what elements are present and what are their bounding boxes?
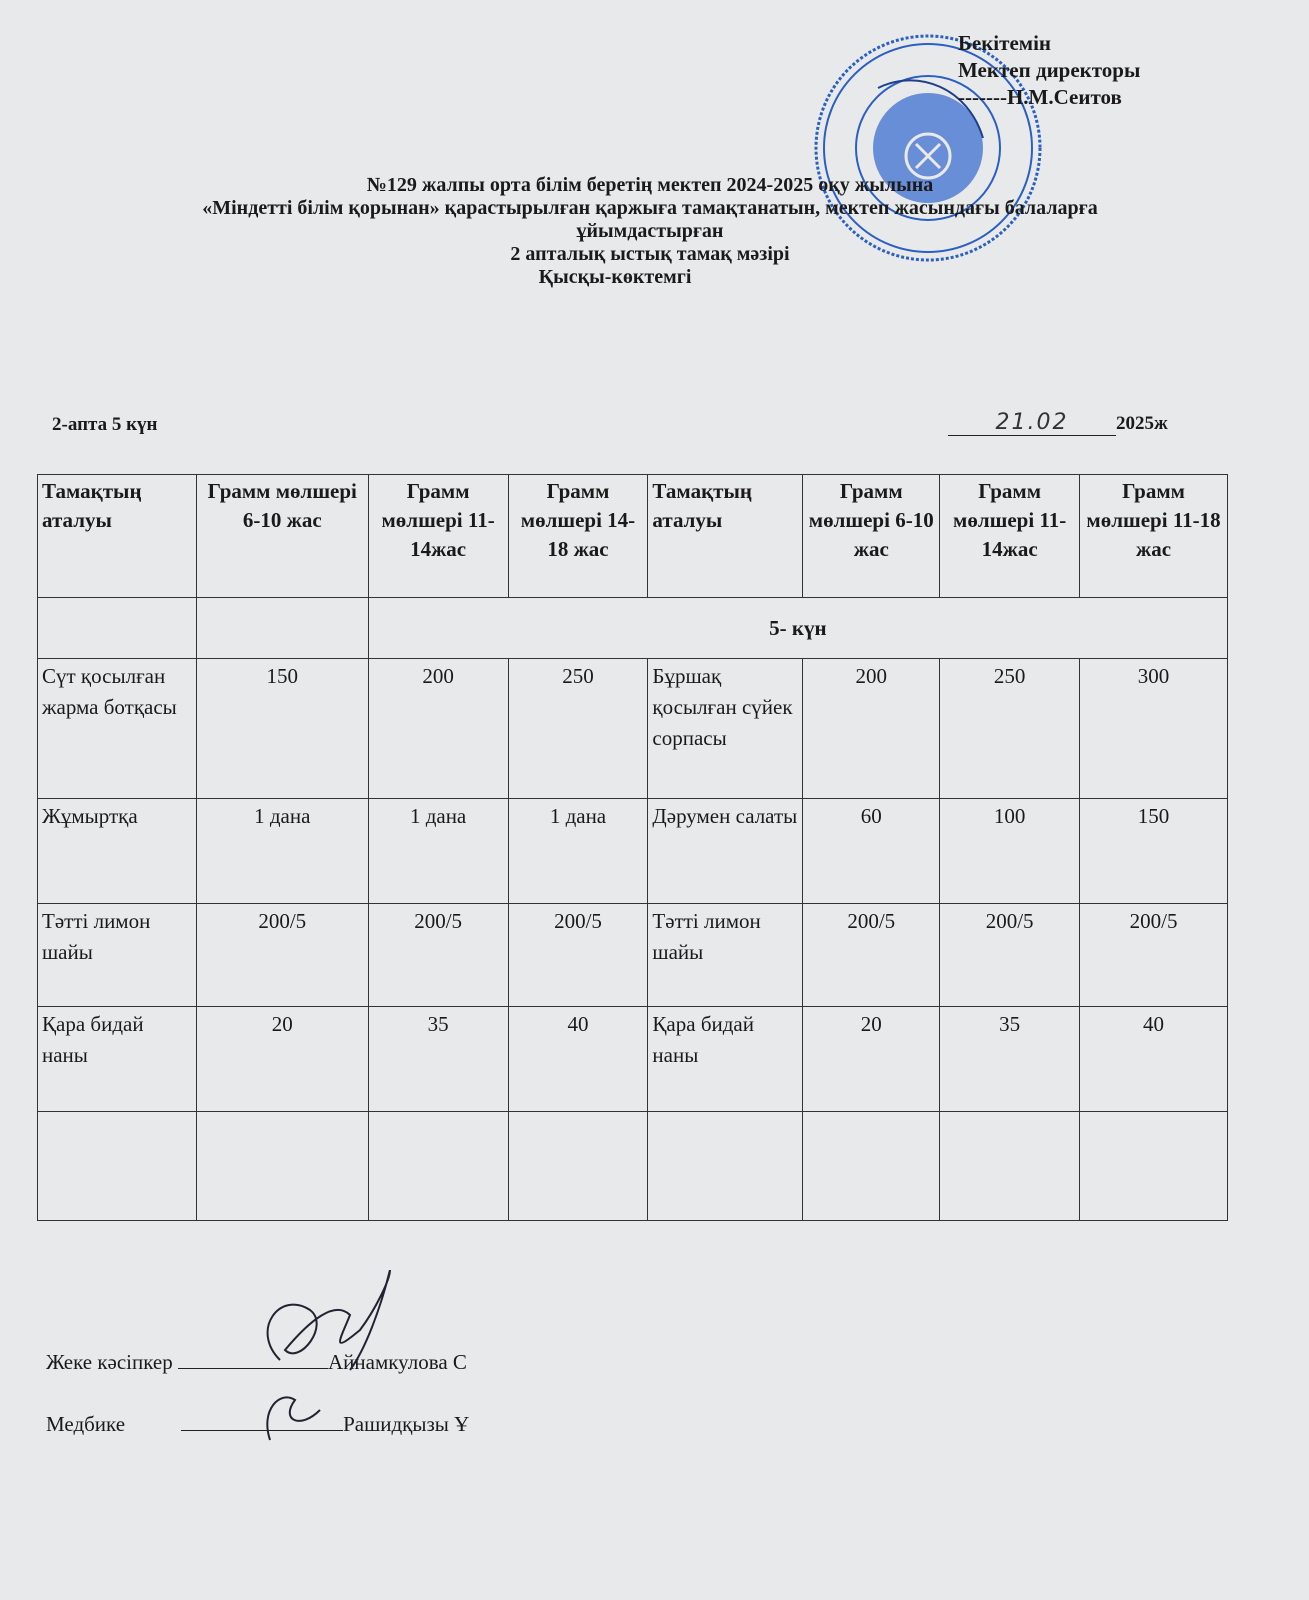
signature-label: Медбике (46, 1412, 126, 1436)
date-year: 2025ж (1116, 413, 1168, 434)
approver-name: -------Н.М.Сеитов (958, 85, 1122, 109)
empty-row (38, 1112, 1228, 1221)
table-cell: 1 дана (508, 799, 648, 904)
dish-name: Бұршақ қосылған сүйек сорпасы (648, 659, 803, 799)
column-header: Грамм мөлшері 11-14жас (940, 475, 1080, 598)
table-cell (940, 1112, 1080, 1221)
table-cell: 200 (803, 659, 940, 799)
dish-name: Тәтті лимон шайы (648, 904, 803, 1007)
column-header: Грамм мөлшері 14-18 жас (508, 475, 648, 598)
dish-name: Қара бидай наны (648, 1007, 803, 1112)
table-cell: 200/5 (196, 904, 368, 1007)
column-header: Грамм мөлшері 11-18 жас (1080, 475, 1228, 598)
table-cell: 250 (508, 659, 648, 799)
table-cell: 35 (368, 1007, 508, 1112)
table-row (38, 1007, 1228, 1112)
signer-name: Айнамкулова С (328, 1350, 467, 1374)
table-header-row (38, 475, 1228, 598)
day-label: 5- күн (368, 598, 1227, 659)
dish-name: Дәрумен салаты (648, 799, 803, 904)
table-cell: 20 (803, 1007, 940, 1112)
title-line: 2 апталық ыстық тамақ мәзірі (510, 243, 790, 265)
column-header: Тамақтың аталуы (648, 475, 803, 598)
table-cell: 200 (368, 659, 508, 799)
table-row (38, 904, 1228, 1007)
handwritten-date: 21.02 (948, 410, 1116, 436)
table-cell: 200/5 (368, 904, 508, 1007)
document-title (40, 174, 1260, 289)
table-cell: 150 (196, 659, 368, 799)
handwritten-signature (240, 1270, 410, 1450)
table-row (38, 659, 1228, 799)
approver-title: Мектеп директоры (958, 58, 1141, 82)
table-cell: 100 (940, 799, 1080, 904)
table-cell: 40 (1080, 1007, 1228, 1112)
table-cell (38, 1112, 197, 1221)
table-cell (368, 1112, 508, 1221)
table-cell: 1 дана (196, 799, 368, 904)
table-cell: 60 (803, 799, 940, 904)
title-line: №129 жалпы орта білім беретің мектеп 2024-2025 оқу жылына (366, 174, 934, 196)
day-row (38, 598, 1228, 659)
approval-block (958, 30, 1140, 111)
approval-label: Бекітемін (958, 31, 1052, 55)
column-header: Грамм мөлшері 11-14жас (368, 475, 508, 598)
table-cell: 35 (940, 1007, 1080, 1112)
table-cell (803, 1112, 940, 1221)
dish-name: Жұмыртқа (38, 799, 197, 904)
column-header: Тамақтың аталуы (38, 475, 197, 598)
table-row (38, 799, 1228, 904)
table-cell: 20 (196, 1007, 368, 1112)
week-day-label: 2-апта 5 күн (52, 414, 158, 435)
table-cell: 1 дана (368, 799, 508, 904)
table-cell (508, 1112, 648, 1221)
table-cell: 200/5 (1080, 904, 1228, 1007)
table-cell: 200/5 (508, 904, 648, 1007)
date-field (948, 410, 1168, 436)
table-cell (648, 1112, 803, 1221)
table-cell: 200/5 (803, 904, 940, 1007)
table-cell: 200/5 (940, 904, 1080, 1007)
dish-name: Сүт қосылған жарма ботқасы (38, 659, 197, 799)
signer-name: Рашидқызы Ұ (343, 1412, 470, 1436)
table-cell (38, 598, 197, 659)
column-header: Грамм мөлшері 6-10 жас (196, 475, 368, 598)
table-cell (196, 598, 368, 659)
menu-table (37, 474, 1228, 1221)
season-label: Қысқы-көктемгі (538, 266, 692, 288)
title-line: «Міндетті білім қорынан» қарастырылған қаржыға тамақтанатын, мектеп жасындағы балаларға (202, 197, 1098, 219)
table-cell: 300 (1080, 659, 1228, 799)
table-cell: 40 (508, 1007, 648, 1112)
table-cell (196, 1112, 368, 1221)
table-cell: 250 (940, 659, 1080, 799)
dish-name: Тәтті лимон шайы (38, 904, 197, 1007)
dish-name: Қара бидай наны (38, 1007, 197, 1112)
table-cell (1080, 1112, 1228, 1221)
title-line: ұйымдастырған (576, 220, 724, 242)
column-header: Грамм мөлшері 6-10 жас (803, 475, 940, 598)
signature-label: Жеке кәсіпкер (46, 1350, 173, 1374)
table-cell: 150 (1080, 799, 1228, 904)
